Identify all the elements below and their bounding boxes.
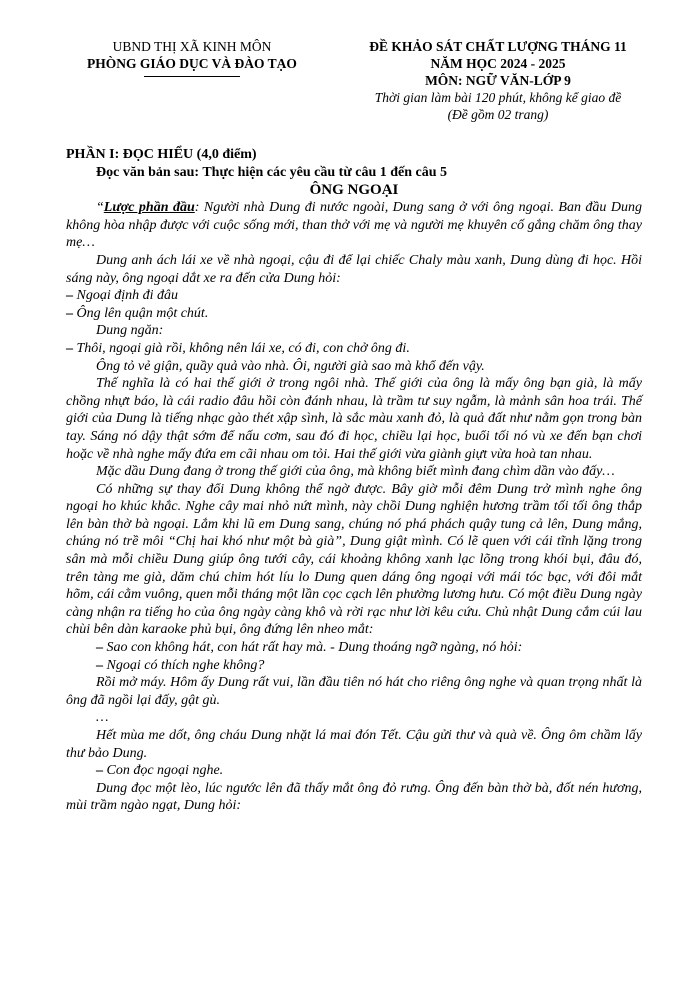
- dialogue-text: Sao con không hát, con hát rất hay mà. - Dung thoáng ngỡ ngàng, nó hỏi:: [106, 640, 523, 656]
- dialogue-line-1: [66, 287, 642, 305]
- page-count-note: (Đề gồm 02 trang): [447, 107, 549, 122]
- dialogue-dash: –: [96, 763, 103, 779]
- dialogue-text: Con đọc ngoại nghe.: [106, 763, 224, 779]
- school-year: NĂM HỌC 2024 - 2025: [430, 56, 566, 71]
- paragraph-9: Dung đọc một lèo, lúc ngước lên đã thấy mắt ông đỏ rưng. Ông đến bàn thờ bà, đốt nén hương, mùi trầm ngào ngạt, Dung hỏi:: [66, 780, 642, 814]
- dialogue-dash: –: [66, 305, 73, 321]
- issuer-authority: UBND THỊ XÃ KINH MÔN: [112, 39, 272, 54]
- dialogue-dash: –: [96, 640, 103, 656]
- dialogue-text: Ông lên quận một chút.: [76, 305, 209, 321]
- exam-info-block: [352, 38, 644, 123]
- dialogue-text: Thôi, ngoại già rồi, không nên lái xe, có đi, con chở ông đi.: [76, 340, 410, 356]
- part-heading: PHẦN I: ĐỌC HIỂU (4,0 điểm): [66, 147, 257, 162]
- summary-paragraph: [66, 199, 642, 252]
- dialogue-dash: –: [66, 288, 73, 304]
- summary-text: : Người nhà Dung đi nước ngoài, Dung sang ở với ông ngoại. Ban đầu Dung không hòa nhập được với cuộc sống mới, than thở với mẹ và người mẹ khuyên cố gắng chăm ông thay mẹ…: [66, 200, 642, 251]
- dialogue-text: Ngoại có thích nghe không?: [106, 657, 265, 673]
- dialogue-line-6: [66, 762, 642, 780]
- issuer-department: PHÒNG GIÁO DỤC VÀ ĐÀO TẠO: [87, 56, 297, 71]
- instruction: Đọc văn bản sau: Thực hiện các yêu cầu từ câu 1 đến câu 5: [96, 164, 448, 180]
- subject-grade: MÔN: NGỮ VĂN-LỚP 9: [425, 73, 571, 88]
- paragraph-8: Hết mùa me dốt, ông cháu Dung nhặt lá mai đón Tết. Cậu gửi thư và quà về. Ông ôm chầm lấy thư bảo Dung.: [66, 728, 642, 761]
- dialogue-line-5: [66, 657, 642, 675]
- passage-title: ÔNG NGOẠI: [309, 182, 399, 199]
- paragraph-2: Dung ngăn:: [96, 323, 164, 339]
- paragraph-7: Rồi mở máy. Hôm ấy Dung rất vui, lần đầu tiên nó hát cho riêng ông nghe và quan trọng nhất là ông đã ngồi lại đấy, gật gù.: [66, 675, 642, 708]
- dialogue-line-4: [66, 639, 642, 657]
- paragraph-3: Ông tỏ vẻ giận, quầy quả vào nhà. Ôi, người già sao mà khổ đến vậy.: [96, 358, 485, 374]
- dialogue-text: Ngoại định đi đâu: [76, 288, 179, 304]
- exam-title: ĐỀ KHẢO SÁT CHẤT LƯỢNG THÁNG 11: [369, 39, 627, 54]
- dialogue-line-3: [66, 340, 642, 358]
- issuer-block: [58, 38, 326, 77]
- paragraph-4: Thế nghĩa là có hai thế giới ở trong ngôi nhà. Thế giới của ông là mấy ông bạn già, là mấy chồng nhựt báo, là cái radio đâu hồi còn đánh nhau, là trầm tư suy ngẫm, là mảnh sân hoa trái. Thế giới của Dung là tiếng nhạc gào thét xập sình, là sắc màu xanh đỏ, là quả đất như nằm gọn trong bàn tay. Sáng nó dậy thật sớm để nấu cơm, sau đó đi học, chiều lại học, buổi tối nó vù xe đến bạn chơi hoặc về nhà nghe mấy đứa em cãi nhau om tỏi. Hai thế giới vừa giành giựt vừa hoà tan nhau.: [66, 376, 642, 462]
- ellipsis-line: …: [96, 710, 109, 726]
- dialogue-line-2: [66, 305, 642, 323]
- issuer-underline: [144, 76, 240, 77]
- dialogue-dash: –: [66, 340, 73, 356]
- paragraph-5: Mặc dầu Dung đang ở trong thế giới của ông, mà không biết mình đang chìm dần vào đấy…: [96, 464, 615, 480]
- summary-open-quote: “: [96, 200, 104, 216]
- dialogue-dash: –: [96, 657, 103, 673]
- summary-label: Lược phần đầu: [103, 200, 195, 216]
- time-limit: Thời gian làm bài 120 phút, không kể giao đề: [374, 90, 622, 105]
- paragraph-6: Có những sự thay đổi Dung không thể ngờ được. Bây giờ mỗi đêm Dung trở mình nghe ông ngoại ho khúc khắc. Nghe cây mai nhỏ nứt mình, này chồi Dung nghiện hương trầm tối tối ông thắp lên bàn thờ bà ngoại. Lắm khi lũ em Dung sang, chúng nó phá phách quậy tung cả lên, Dung mắng, chúng nó trề môi “Chị hai khó như một bà già”, Dung giật mình. Có lẽ quen với cái tĩnh lặng trong sân mà mỗi chiều Dung giúp ông tưới cây, cái khoảng không xanh lạc lõng trong khói bụi, đâu đó, trên tàng me già, dăm chú chim hót líu lo Dung quen dáng ông ngoại với mái tóc bạc, với đôi mắt hõm, cái cằm vuông, quen mỗi tháng một lần cọc cạch lên phường lương hưu. Có một điều Dung ngày càng nhận ra tiếng ho của ông ngày càng khô và rời rạc như lời kêu cứu. Chủ nhật Dung cắm cúi lau chùi bên dàn karaoke phủ bụi, ông đứng lên nheo mắt:: [66, 481, 642, 638]
- paragraph-1: Dung anh ách lái xe về nhà ngoại, cậu đi để lại chiếc Chaly màu xanh, Dung dùng đi học. Hồi sáng này, ông ngoại dắt xe ra đến cửa Dung hỏi:: [66, 252, 642, 286]
- exam-body: [66, 146, 642, 815]
